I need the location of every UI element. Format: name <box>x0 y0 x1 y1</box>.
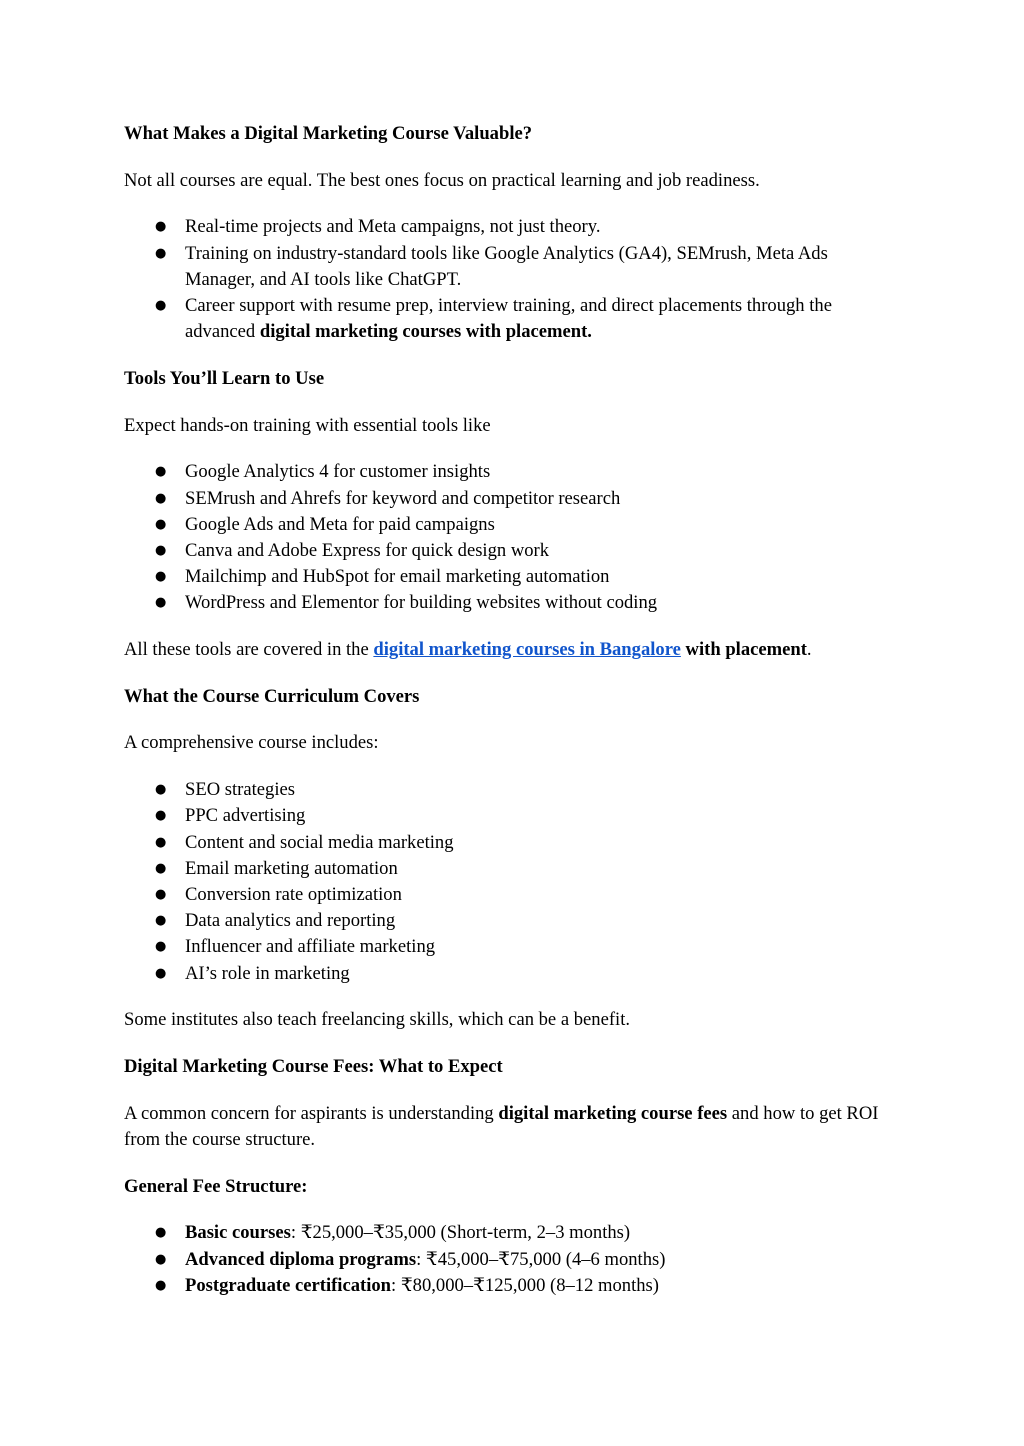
intro-text-rest: and how to get ROI from the course structure. <box>124 1102 879 1150</box>
bullet-list-valuable <box>124 214 900 345</box>
bullet-list-curriculum <box>124 777 900 987</box>
bold-phrase: digital marketing course fees <box>498 1102 728 1124</box>
fee-detail: : ₹25,000–₹35,000 (Short-term, 2–3 months) <box>290 1222 631 1244</box>
paragraph-intro-tools: Expect hands-on training with essential tools like <box>124 414 491 436</box>
list-item: ● Email marketing automation <box>124 856 900 882</box>
intro-text: A common concern for aspirants is understanding <box>124 1102 499 1124</box>
fee-label: Advanced diploma programs <box>185 1248 417 1270</box>
list-item: ● PPC advertising <box>124 803 900 829</box>
list-item: ● SEMrush and Ahrefs for keyword and competitor research <box>124 486 900 512</box>
list-item: ● Real-time projects and Meta campaigns, not just theory. <box>124 214 900 240</box>
document-body <box>124 121 900 1299</box>
list-item-text: Career support with resume prep, interview training, and direct placements through the advanced <box>185 295 832 343</box>
section-heading-fees: Digital Marketing Course Fees: What to Expect <box>124 1055 503 1077</box>
bangalore-courses-link[interactable]: digital marketing courses in Bangalore <box>373 639 681 661</box>
bullet-list-fees <box>124 1220 900 1299</box>
paragraph-curriculum-closing: Some institutes also teach freelancing skills, which can be a benefit. <box>124 1009 631 1031</box>
list-item: ● WordPress and Elementor for building websites without coding <box>124 590 900 616</box>
section-heading-curriculum: What the Course Curriculum Covers <box>124 685 420 707</box>
list-item: ● Data analytics and reporting <box>124 908 900 934</box>
fee-detail: : ₹80,000–₹125,000 (8–12 months) <box>391 1274 659 1296</box>
section-heading-valuable: What Makes a Digital Marketing Course Valuable? <box>124 123 533 144</box>
bullet-list-tools <box>124 459 900 616</box>
list-item <box>124 293 900 345</box>
subheading-fee-structure: General Fee Structure: <box>124 1175 308 1197</box>
list-item: ● SEO strategies <box>124 777 900 803</box>
closing-text: All these tools are covered in the <box>124 639 374 661</box>
paragraph-tools-closing <box>124 637 900 663</box>
closing-period: . <box>806 639 812 661</box>
section-heading-tools: Tools You’ll Learn to Use <box>124 367 325 389</box>
list-item: ● Content and social media marketing <box>124 830 900 856</box>
list-item: ● Conversion rate optimization <box>124 882 900 908</box>
list-item: ● Canva and Adobe Express for quick design work <box>124 538 900 564</box>
fee-detail: : ₹45,000–₹75,000 (4–6 months) <box>416 1248 666 1270</box>
list-item: ● Google Analytics 4 for customer insights <box>124 459 900 485</box>
paragraph-intro-valuable: Not all courses are equal. The best ones focus on practical learning and job readiness. <box>124 169 760 191</box>
list-item: ● Influencer and affiliate marketing <box>124 934 900 960</box>
bold-phrase: with placement <box>680 639 807 661</box>
list-item: ● Google Ads and Meta for paid campaigns <box>124 512 900 538</box>
fee-label: Postgraduate certification <box>185 1274 392 1296</box>
list-item: ● Training on industry-standard tools like Google Analytics (GA4), SEMrush, Meta Ads Manager, and AI tools like ChatGPT. <box>124 241 900 293</box>
list-item-fee <box>124 1220 900 1246</box>
paragraph-intro-curriculum: A comprehensive course includes: <box>124 732 379 754</box>
list-item: ● Mailchimp and HubSpot for email marketing automation <box>124 564 900 590</box>
list-item: ● AI’s role in marketing <box>124 961 900 987</box>
fee-label: Basic courses <box>185 1222 291 1244</box>
paragraph-intro-fees <box>124 1101 900 1153</box>
bold-phrase: digital marketing courses with placement. <box>259 321 592 343</box>
list-item-fee <box>124 1273 900 1299</box>
list-item-fee <box>124 1247 900 1273</box>
